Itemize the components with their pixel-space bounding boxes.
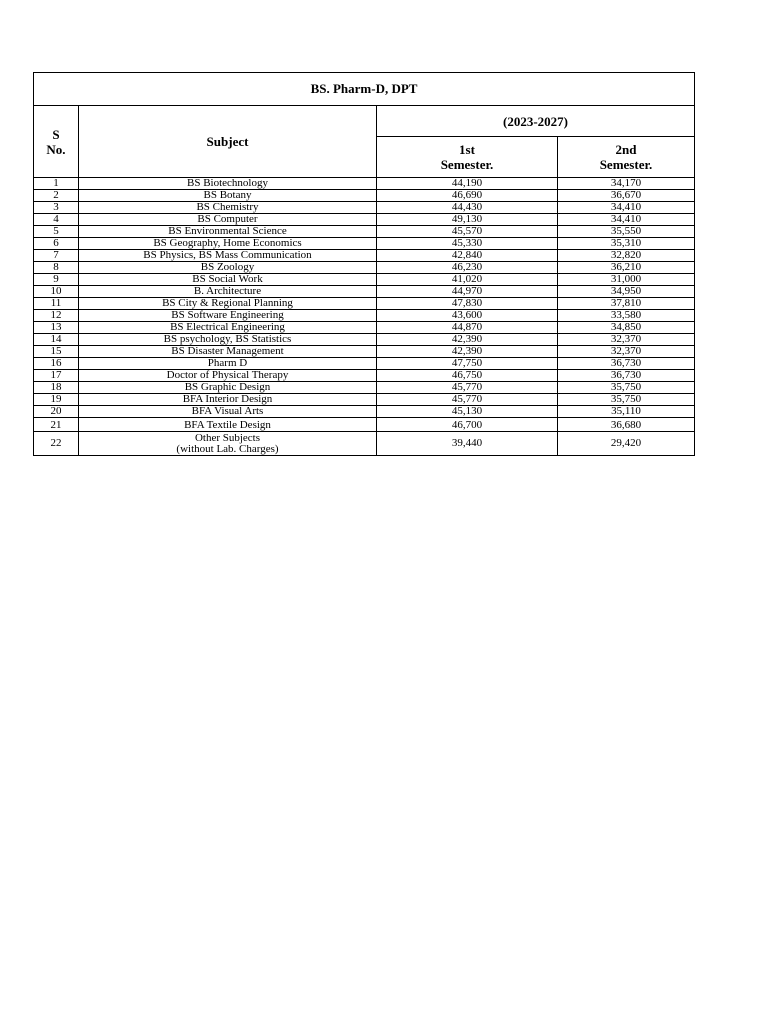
subject-cell: BS Environmental Science — [79, 226, 377, 238]
semester-2-fee-cell: 34,170 — [558, 178, 695, 190]
semester-2-fee-cell: 36,670 — [558, 190, 695, 202]
session-header: (2023-2027) — [377, 106, 695, 137]
subject-cell: BS Biotechnology — [79, 178, 377, 190]
fee-table — [33, 72, 695, 456]
semester-2-fee-cell: 35,750 — [558, 394, 695, 406]
sno-cell: 8 — [34, 262, 79, 274]
sno-cell: 18 — [34, 382, 79, 394]
table-row — [34, 346, 695, 358]
sno-cell: 11 — [34, 298, 79, 310]
sno-cell: 15 — [34, 346, 79, 358]
subject-cell: Pharm D — [79, 358, 377, 370]
semester-2-fee-cell: 31,000 — [558, 274, 695, 286]
semester-1-fee-cell: 44,430 — [377, 202, 558, 214]
subject-cell: BS Physics, BS Mass Communication — [79, 250, 377, 262]
sno-cell: 7 — [34, 250, 79, 262]
semester-1-fee-cell: 45,770 — [377, 382, 558, 394]
table-row — [34, 382, 695, 394]
semester-1-fee-cell: 43,600 — [377, 310, 558, 322]
sno-cell: 20 — [34, 406, 79, 418]
semester-1-fee-cell: 42,390 — [377, 334, 558, 346]
sno-cell: 1 — [34, 178, 79, 190]
header-row-1 — [34, 106, 695, 137]
title-row — [34, 73, 695, 106]
semester-1-fee-cell: 42,840 — [377, 250, 558, 262]
semester-2-fee-cell: 36,730 — [558, 370, 695, 382]
subject-cell: BS Zoology — [79, 262, 377, 274]
subject-cell: BFA Visual Arts — [79, 406, 377, 418]
semester-2-fee-cell: 34,410 — [558, 202, 695, 214]
table-row — [34, 432, 695, 456]
table-row — [34, 190, 695, 202]
semester-1-fee-cell: 44,190 — [377, 178, 558, 190]
semester-2-fee-cell: 35,750 — [558, 382, 695, 394]
sno-header-line1: S — [52, 126, 60, 142]
sno-header-line2: No. — [46, 141, 66, 157]
semester-2-fee-cell: 36,730 — [558, 358, 695, 370]
table-row — [34, 286, 695, 298]
semester-1-fee-cell: 44,970 — [377, 286, 558, 298]
sno-cell: 14 — [34, 334, 79, 346]
subject-cell: BS City & Regional Planning — [79, 298, 377, 310]
semester-2-header — [558, 137, 695, 178]
semester-1-fee-cell: 47,830 — [377, 298, 558, 310]
sno-cell: 4 — [34, 214, 79, 226]
semester-2-fee-cell: 32,370 — [558, 346, 695, 358]
table-row — [34, 418, 695, 432]
table-row — [34, 274, 695, 286]
table-row — [34, 322, 695, 334]
semester-2-fee-cell: 35,310 — [558, 238, 695, 250]
semester-1-fee-cell: 44,870 — [377, 322, 558, 334]
sno-cell: 21 — [34, 418, 79, 432]
semester-2-fee-cell: 36,210 — [558, 262, 695, 274]
table-row — [34, 370, 695, 382]
table-row — [34, 298, 695, 310]
sno-cell: 22 — [34, 432, 79, 456]
semester-1-fee-cell: 42,390 — [377, 346, 558, 358]
semester-1-fee-cell: 45,130 — [377, 406, 558, 418]
semester-2-fee-cell: 32,370 — [558, 334, 695, 346]
semester-1-fee-cell: 49,130 — [377, 214, 558, 226]
semester-1-fee-cell: 46,700 — [377, 418, 558, 432]
subject-cell: BFA Interior Design — [79, 394, 377, 406]
semester-1-fee-cell: 45,770 — [377, 394, 558, 406]
semester-1-fee-cell: 46,230 — [377, 262, 558, 274]
table-row — [34, 394, 695, 406]
semester-1-fee-cell: 46,750 — [377, 370, 558, 382]
sno-cell: 13 — [34, 322, 79, 334]
subject-cell: BS Graphic Design — [79, 382, 377, 394]
sno-cell: 5 — [34, 226, 79, 238]
subject-cell: BS psychology, BS Statistics — [79, 334, 377, 346]
subject-cell: B. Architecture — [79, 286, 377, 298]
sno-cell: 16 — [34, 358, 79, 370]
table-row — [34, 238, 695, 250]
semester-2-fee-cell: 34,950 — [558, 286, 695, 298]
semester-1-header-line2: Semester. — [440, 157, 494, 172]
subject-header: Subject — [79, 106, 377, 178]
semester-1-fee-cell: 47,750 — [377, 358, 558, 370]
sno-cell: 17 — [34, 370, 79, 382]
subject-cell: BS Disaster Management — [79, 346, 377, 358]
semester-1-fee-cell: 45,570 — [377, 226, 558, 238]
subject-cell: BFA Textile Design — [79, 418, 377, 432]
sno-cell: 19 — [34, 394, 79, 406]
semester-2-fee-cell: 34,850 — [558, 322, 695, 334]
subject-cell: BS Botany — [79, 190, 377, 202]
semester-1-header — [377, 137, 558, 178]
subject-cell: BS Chemistry — [79, 202, 377, 214]
semester-2-fee-cell: 34,410 — [558, 214, 695, 226]
semester-1-fee-cell: 39,440 — [377, 432, 558, 456]
semester-1-fee-cell: 46,690 — [377, 190, 558, 202]
semester-2-fee-cell: 36,680 — [558, 418, 695, 432]
sno-cell: 3 — [34, 202, 79, 214]
sno-header — [34, 106, 79, 178]
sno-cell: 9 — [34, 274, 79, 286]
sno-cell: 12 — [34, 310, 79, 322]
semester-2-fee-cell: 29,420 — [558, 432, 695, 456]
table-row — [34, 214, 695, 226]
subject-cell: Doctor of Physical Therapy — [79, 370, 377, 382]
semester-1-header-line1: 1st — [459, 142, 475, 157]
semester-2-fee-cell: 35,550 — [558, 226, 695, 238]
subject-line-2: (without Lab. Charges) — [176, 442, 279, 455]
subject-cell — [79, 432, 377, 456]
subject-line-1: Other Subjects — [194, 431, 261, 444]
table-row — [34, 358, 695, 370]
table-row — [34, 202, 695, 214]
subject-cell: BS Electrical Engineering — [79, 322, 377, 334]
table-row — [34, 334, 695, 346]
table-row — [34, 250, 695, 262]
table-row — [34, 178, 695, 190]
subject-cell: BS Social Work — [79, 274, 377, 286]
semester-2-header-line2: Semester. — [599, 157, 653, 172]
semester-2-fee-cell: 33,580 — [558, 310, 695, 322]
semester-2-fee-cell: 37,810 — [558, 298, 695, 310]
subject-cell: BS Geography, Home Economics — [79, 238, 377, 250]
semester-1-fee-cell: 45,330 — [377, 238, 558, 250]
table-row — [34, 406, 695, 418]
table-row — [34, 310, 695, 322]
subject-cell: BS Software Engineering — [79, 310, 377, 322]
sno-cell: 2 — [34, 190, 79, 202]
semester-2-fee-cell: 35,110 — [558, 406, 695, 418]
semester-1-fee-cell: 41,020 — [377, 274, 558, 286]
semester-2-header-line1: 2nd — [615, 142, 637, 157]
subject-cell: BS Computer — [79, 214, 377, 226]
sno-cell: 6 — [34, 238, 79, 250]
sno-cell: 10 — [34, 286, 79, 298]
semester-2-fee-cell: 32,820 — [558, 250, 695, 262]
table-row — [34, 262, 695, 274]
table-row — [34, 226, 695, 238]
table-title: BS. Pharm-D, DPT — [34, 73, 695, 106]
